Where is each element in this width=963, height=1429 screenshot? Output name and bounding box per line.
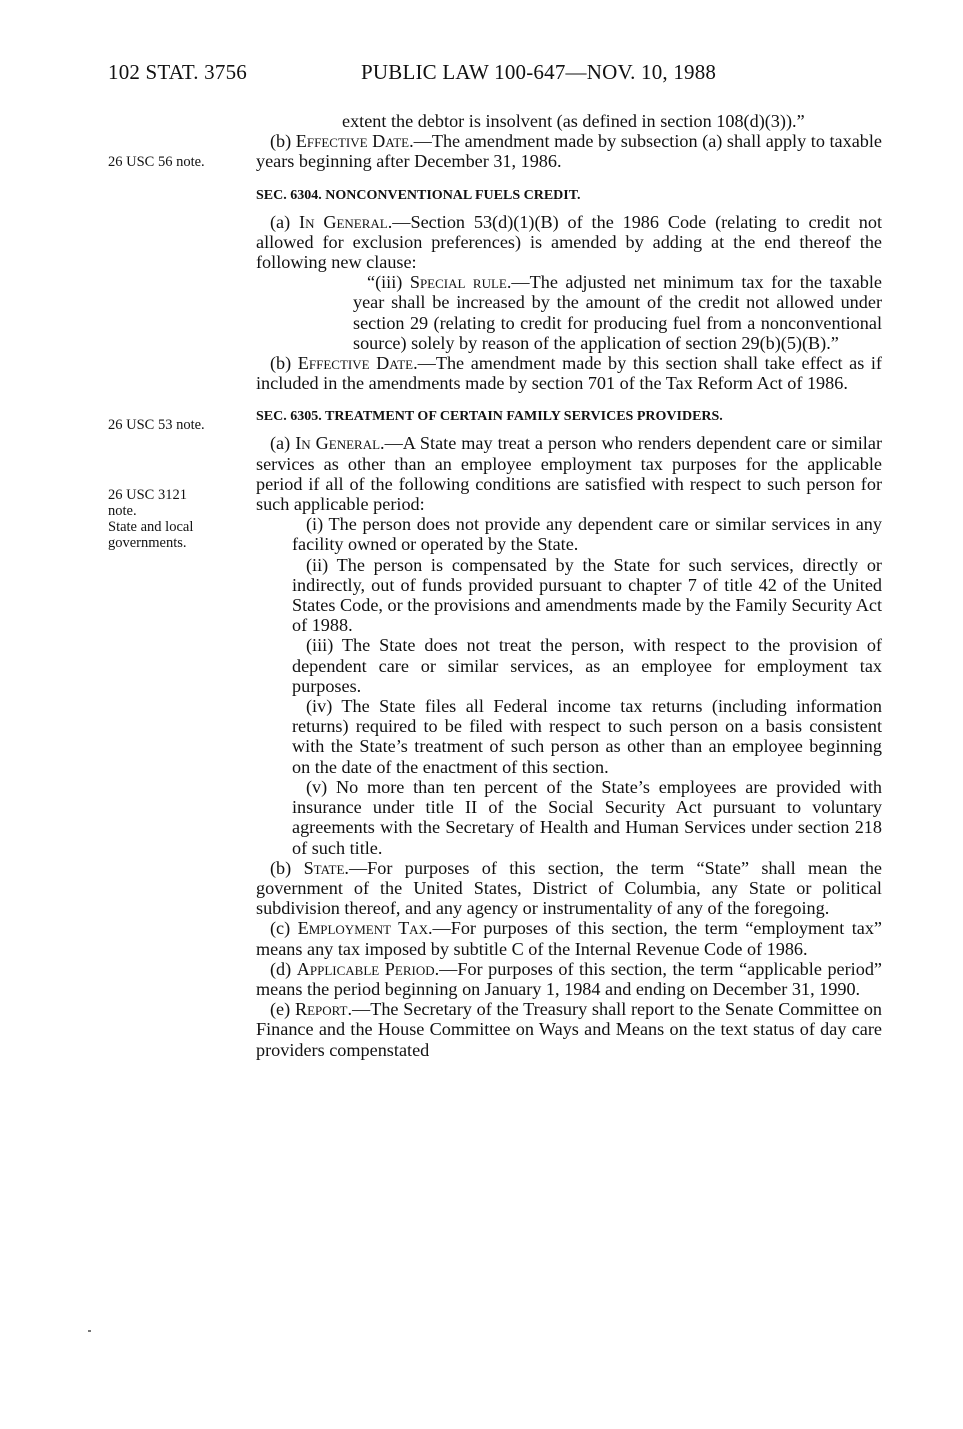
condition-item-iv: (iv) The State files all Federal income tax returns (including information returns) required to be filed with respect to such person on a basis consistent with the State’s treatment of such person as other than an employee beginning on the date of the enactment of this section. — [292, 696, 882, 777]
condition-item-i: (i) The person does not provide any dependent care or similar services in any facility owned or operated by the State. — [292, 514, 882, 555]
paragraph-caption: State. — [303, 857, 349, 878]
paragraph-caption: Employment Tax. — [297, 918, 433, 939]
paragraph-caption: Applicable Period. — [296, 958, 440, 979]
paragraph-text: —A State may treat a person who renders dependent care or similar services as other than an employee employment tax purposes for the applicable period if all of the following conditions are satisfied with respect to such person for such applicable period: — [256, 433, 882, 515]
page-number: 102 STAT. 3756 — [108, 60, 247, 84]
paragraph-label: (d) — [270, 958, 297, 979]
margin-note-line: governments. — [108, 535, 187, 551]
paragraph-6305-d — [256, 959, 882, 999]
scan-speck — [88, 1330, 91, 1332]
paragraph-text: —For purposes of this section, the term “State” shall mean the government of the United States, District of Columbia, any State or political subdivision thereof, and any agency or instrumentality of any of the foregoing. — [256, 857, 882, 919]
paragraph-6305-e — [256, 999, 882, 1060]
paragraph-label: (a) — [270, 433, 296, 454]
running-head — [108, 60, 888, 90]
paragraph-6303-b — [256, 131, 882, 171]
margin-note-26-usc-3121 — [108, 487, 248, 551]
condition-item-ii: (ii) The person is compensated by the State for such services, directly or indirectly, out of funds provided pursuant to chapter 7 of title 42 of the United States Code, or the provisions and amendments made by the Family Security Act of 1988. — [292, 554, 882, 636]
quoted-clause-iii — [256, 272, 882, 353]
margin-note-26-usc-56: 26 USC 56 note. — [108, 154, 205, 170]
paragraph-text: —Section 53(d)(1)(B) of the 1986 Code (relating to credit not allowed for exclusion preferences) is amended by adding at the end thereof the following new clause: — [256, 211, 882, 273]
body-text — [256, 111, 882, 1060]
clause-label: “(iii) — [367, 272, 410, 293]
paragraph-label: (b) — [270, 353, 298, 374]
paragraph-6305-c — [256, 918, 882, 958]
margin-note-line: 26 USC 3121 — [108, 487, 187, 503]
margin-note-26-usc-53: 26 USC 53 note. — [108, 417, 205, 433]
paragraph-6305-a — [256, 433, 882, 514]
condition-item-v: (v) No more than ten percent of the State’s employees are provided with insurance under title II of the Social Security Act pursuant to voluntary agreements with the Secretary of Health and Human Services under section 218 of such title. — [292, 776, 882, 858]
paragraph-label: (e) — [270, 999, 295, 1020]
paragraph-label: (a) — [270, 211, 300, 232]
condition-item-iii: (iii) The State does not treat the person, with respect to the provision of dependent care or similar services, as an employee for employment tax purposes. — [292, 635, 882, 696]
paragraph-caption: In General. — [299, 211, 393, 232]
section-heading-6304: SEC. 6304. NONCONVENTIONAL FUELS CREDIT. — [256, 187, 581, 203]
clause-text: —The adjusted net minimum tax for the taxable year shall be increased by the amount of the credit not allowed under section 29 (relating to credit for producing fuel from a nonconventional source) solely by reason of the application of section 29(b)(5)(B).” — [353, 272, 882, 353]
margin-note-line: State and local — [108, 519, 194, 535]
paragraph-6305-b — [256, 858, 882, 919]
paragraph-label: (b) — [270, 857, 304, 878]
quoted-clause-text — [353, 272, 882, 353]
section-heading-6305: SEC. 6305. TREATMENT OF CERTAIN FAMILY SERVICES PROVIDERS. — [256, 409, 723, 425]
paragraph-caption: Effective Date. — [295, 131, 414, 152]
header-title: PUBLIC LAW 100-647—NOV. 10, 1988 — [361, 60, 717, 84]
paragraph-caption: In General. — [295, 433, 385, 454]
paragraph-text: —The Secretary of the Treasury shall report to the Senate Committee on Finance and the House Committee on Ways and Means on the text status of day care providers compenstated — [256, 999, 883, 1060]
paragraph-caption: Report. — [294, 999, 353, 1020]
paragraph-text: —The amendment made by subsection (a) shall apply to taxable years beginning after December 31, 1986. — [256, 131, 882, 172]
paragraph-text: —For purposes of this section, the term “employment tax” means any tax imposed by subtitle C of the Internal Revenue Code of 1986. — [256, 918, 883, 959]
paragraph-6304-a — [256, 212, 882, 273]
paragraph-6304-b — [256, 353, 882, 393]
paragraph-text: —The amendment made by this section shall take effect as if included in the amendments made by section 701 of the Tax Reform Act of 1986. — [256, 353, 882, 394]
paragraph-text: —For purposes of this section, the term “applicable period” means the period beginning on January 1, 1984 and ending on December 31, 1990. — [256, 958, 882, 999]
clause-caption: Special rule. — [409, 272, 512, 293]
paragraph-label: (c) — [270, 918, 298, 939]
margin-note-line: note. — [108, 503, 137, 519]
paragraph-caption: Effective Date. — [297, 353, 418, 374]
continuation-paragraph: extent the debtor is insolvent (as defined in section 108(d)(3)).” — [342, 111, 805, 131]
paragraph-label: (b) — [270, 131, 296, 152]
